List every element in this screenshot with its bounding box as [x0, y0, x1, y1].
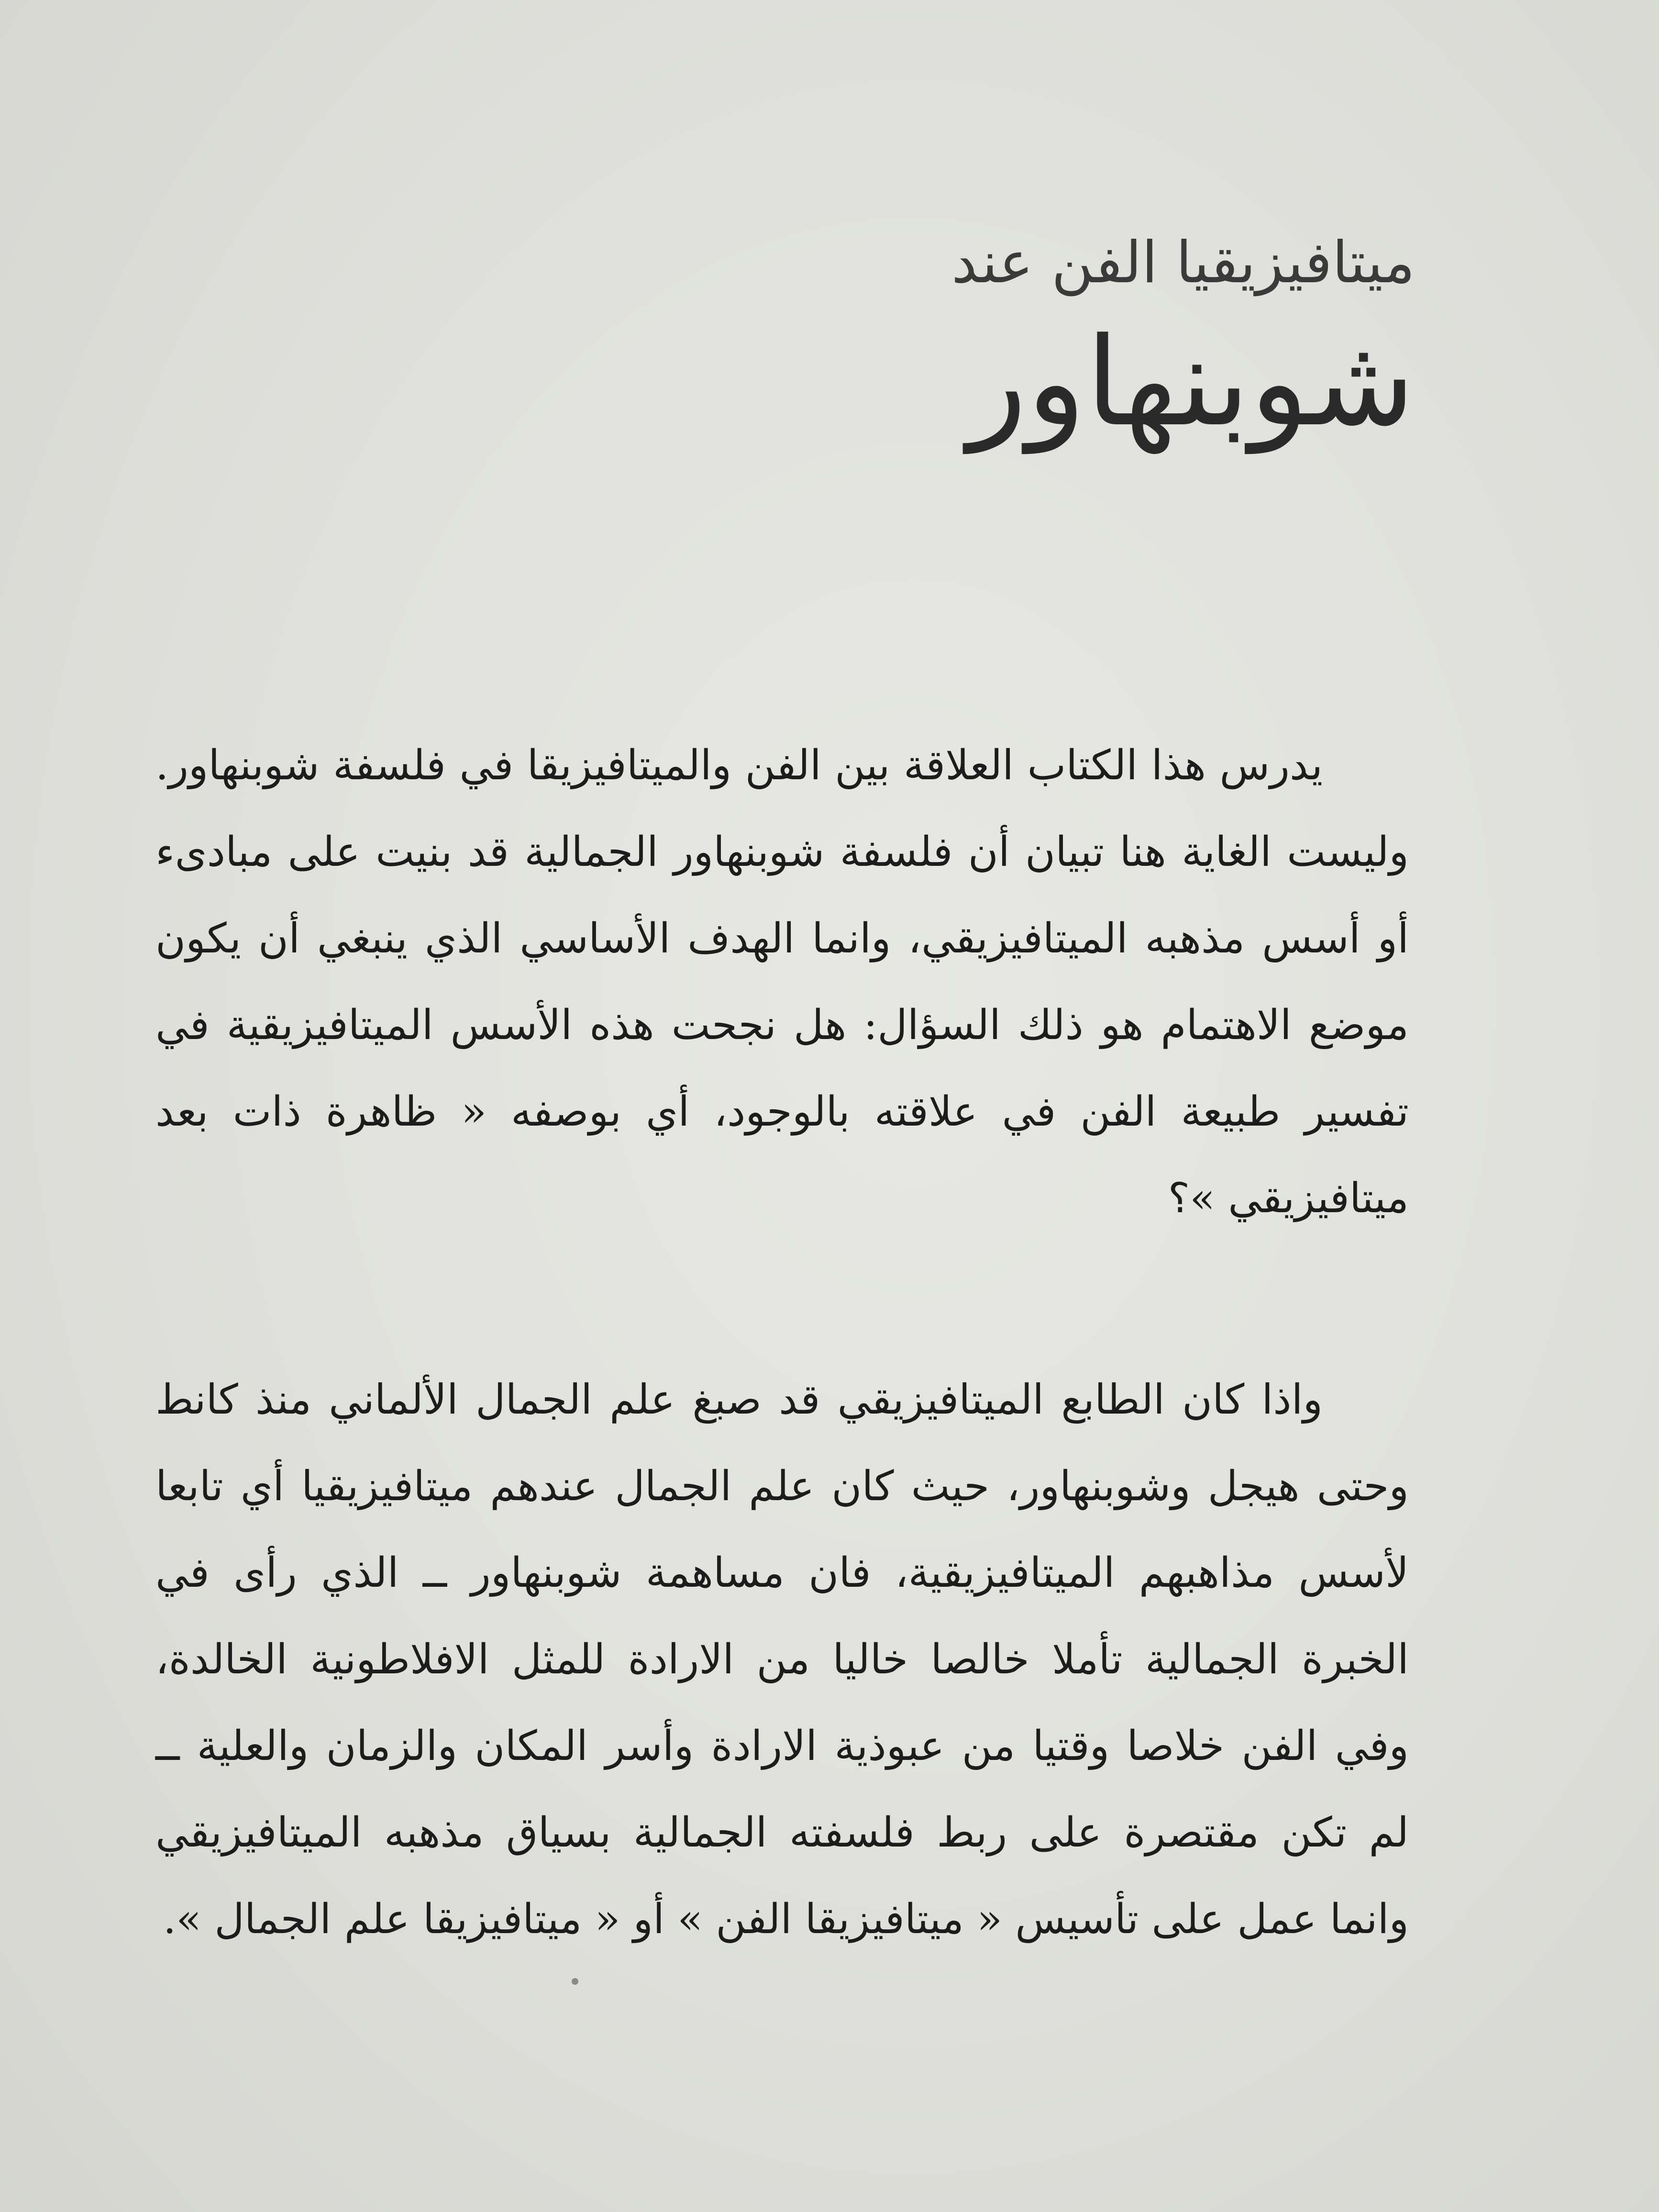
title-block: [697, 225, 1415, 459]
book-title: شوبنهاور: [968, 311, 1415, 453]
paper-speck: [572, 1978, 578, 1985]
blurb-text: [155, 722, 1409, 1963]
paragraph-1: يدرس هذا الكتاب العلاقة بين الفن والميتافيزيقا في فلسفة شوبنهاور. وليست الغاية هنا تبيان أن فلسفة شوبنهاور الجمالية قد بنيت على مبادىء أو أسس مذهبه الميتافيزيقي، وانما الهدف الأساسي الذي ينبغي أن يكون موضع الاهتمام هو ذلك السؤال: هل نجحت هذه الأسس الميتافيزيقية في تفسير طبيعة الفن في علاقته بالوجود، أي بوصفه « ظاهرة ذات بعد ميتافيزيقي »؟: [155, 741, 1409, 1222]
book-subtitle: ميتافيزيقيا الفن عند: [951, 230, 1415, 296]
paragraph-2: واذا كان الطابع الميتافيزيقي قد صبغ علم الجمال الألماني منذ كانط وحتى هيجل وشوبنهاور، حيث كان علم الجمال عندهم ميتافيزيقيا أي تابعا لأسس مذاهبهم الميتافيزيقية، فان مساهمة شوبنهاور ــ الذي رأى في الخبرة الجمالية تأملا خالصا خاليا من الارادة للمثل الافلاطونية الخالدة، وفي الفن خلاصا وقتيا من عبوذية الارادة وأسر المكان والزمان والعلية ــ لم تكن مقتصرة على ربط فلسفته الجمالية بسياق مذهبه الميتافيزيقي وانما عمل على تأسيس « ميتافيزيقا الفن » أو « ميتافيزيقا علم الجمال ».: [155, 1376, 1409, 1943]
